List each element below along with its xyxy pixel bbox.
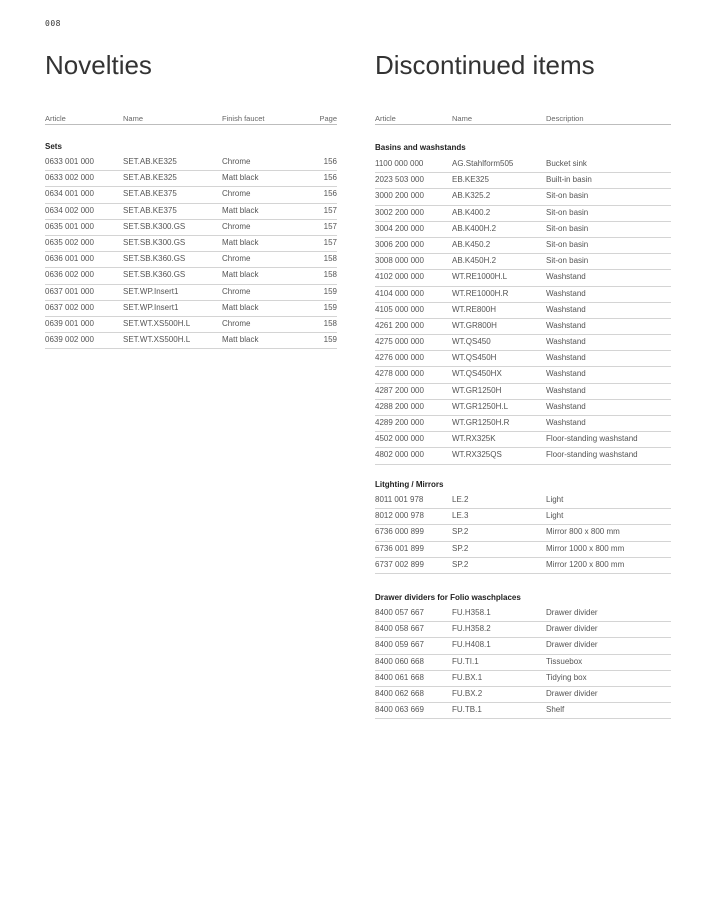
name-cell: AB.K450.2 xyxy=(452,239,491,249)
name-cell: SET.WP.Insert1 xyxy=(123,302,179,312)
article-cell: 4289 200 000 xyxy=(375,418,424,427)
finish-cell: Chrome xyxy=(222,221,251,231)
description-cell: Sit-on basin xyxy=(546,207,589,217)
article-cell: 4802 000 000 xyxy=(375,450,424,460)
table-row xyxy=(45,333,337,349)
name-cell: EB.KE325 xyxy=(452,175,489,185)
table-row xyxy=(375,351,671,367)
name-cell: AB.K400.2 xyxy=(452,207,491,217)
article-cell: 3000 200 000 xyxy=(375,191,424,201)
article-cell: 4261 200 000 xyxy=(375,320,424,330)
description-cell: Sit-on basin xyxy=(546,239,589,249)
table-row xyxy=(375,671,671,687)
name-cell: LE.2 xyxy=(452,495,469,504)
table-row xyxy=(375,606,671,622)
name-cell: FU.TI.1 xyxy=(452,656,479,666)
article-cell: 4104 000 000 xyxy=(375,288,424,298)
article-cell: 8400 058 667 xyxy=(375,624,424,634)
article-cell: 1100 000 000 xyxy=(375,159,424,168)
description-cell: Tissuebox xyxy=(546,656,583,666)
description-cell: Sit-on basin xyxy=(546,256,589,266)
description-cell: Washstand xyxy=(546,401,586,411)
description-cell: Floor-standing washstand xyxy=(546,450,638,460)
header-article: Article xyxy=(375,114,396,123)
table-row xyxy=(375,542,671,558)
description-cell: Light xyxy=(546,495,564,504)
discontinued-table-header xyxy=(375,114,671,125)
name-cell: FU.TB.1 xyxy=(452,705,482,715)
table-row xyxy=(375,432,671,448)
table-row xyxy=(375,622,671,638)
table-row xyxy=(45,220,337,236)
page-cell: 156 xyxy=(323,157,337,166)
table-row xyxy=(375,638,671,654)
page-cell: 159 xyxy=(323,335,337,345)
description-cell: Mirror 1000 x 800 mm xyxy=(546,543,625,553)
description-cell: Washstand xyxy=(546,337,586,347)
description-cell: Washstand xyxy=(546,288,586,298)
finish-cell: Matt black xyxy=(222,173,259,183)
article-cell: 4288 200 000 xyxy=(375,401,424,411)
article-cell: 4502 000 000 xyxy=(375,434,424,444)
name-cell: WT.RX325K xyxy=(452,434,496,444)
name-cell: FU.BX.2 xyxy=(452,688,483,698)
header-page: Page xyxy=(319,114,337,123)
article-cell: 8400 059 667 xyxy=(375,640,424,650)
section-title-basins: Basins and washstands xyxy=(375,143,466,152)
article-cell: 4278 000 000 xyxy=(375,369,424,379)
article-cell: 6737 002 899 xyxy=(375,559,424,569)
description-cell: Sit-on basin xyxy=(546,223,589,233)
name-cell: AG.Stahlform505 xyxy=(452,159,514,168)
article-cell: 8400 057 667 xyxy=(375,608,424,617)
article-cell: 8400 062 668 xyxy=(375,688,424,698)
name-cell: SET.AB.KE325 xyxy=(123,173,177,183)
header-description: Description xyxy=(546,114,584,123)
discontinued-title: Discontinued items xyxy=(375,50,595,80)
name-cell: WT.RE800H xyxy=(452,304,497,314)
article-cell: 0639 002 000 xyxy=(45,335,94,345)
drawer-divider-rows xyxy=(375,606,671,719)
table-row xyxy=(45,204,337,220)
finish-cell: Chrome xyxy=(222,286,251,296)
finish-cell: Matt black xyxy=(222,335,259,345)
article-cell: 0634 002 000 xyxy=(45,205,94,215)
name-cell: AB.K450H.2 xyxy=(452,256,497,266)
finish-cell: Matt black xyxy=(222,270,259,280)
description-cell: Drawer divider xyxy=(546,624,598,634)
name-cell: WT.RE1000H.R xyxy=(452,288,509,298)
article-cell: 8011 001 978 xyxy=(375,495,424,504)
table-row xyxy=(375,319,671,335)
name-cell: SP.2 xyxy=(452,559,469,569)
article-cell: 4275 000 000 xyxy=(375,337,424,347)
description-cell: Light xyxy=(546,511,564,521)
name-cell: WT.GR1250H.R xyxy=(452,418,510,427)
article-cell: 3008 000 000 xyxy=(375,256,424,266)
header-finish-faucet: Finish faucet xyxy=(222,114,265,123)
description-cell: Tidying box xyxy=(546,672,587,682)
description-cell: Washstand xyxy=(546,353,586,363)
table-row xyxy=(375,287,671,303)
table-row xyxy=(45,301,337,317)
table-row xyxy=(375,189,671,205)
lighting-rows xyxy=(375,493,671,574)
article-cell: 0639 001 000 xyxy=(45,318,94,328)
table-row xyxy=(375,448,671,464)
name-cell: FU.H408.1 xyxy=(452,640,491,650)
description-cell: Mirror 1200 x 800 mm xyxy=(546,559,625,569)
finish-cell: Chrome xyxy=(222,254,251,264)
description-cell: Bucket sink xyxy=(546,159,587,168)
header-article: Article xyxy=(45,114,66,123)
name-cell: AB.K325.2 xyxy=(452,191,491,201)
name-cell: WT.GR1250H xyxy=(452,385,502,395)
description-cell: Drawer divider xyxy=(546,608,598,617)
name-cell: SET.SB.K360.GS xyxy=(123,270,186,280)
page-cell: 159 xyxy=(323,286,337,296)
table-row xyxy=(375,509,671,525)
article-cell: 3004 200 000 xyxy=(375,223,424,233)
name-cell: SET.AB.KE375 xyxy=(123,189,177,199)
page-cell: 156 xyxy=(323,189,337,199)
name-cell: FU.H358.1 xyxy=(452,608,491,617)
name-cell: WT.QS450HX xyxy=(452,369,502,379)
description-cell: Washstand xyxy=(546,304,586,314)
table-row xyxy=(375,254,671,270)
article-cell: 8400 061 668 xyxy=(375,672,424,682)
name-cell: SET.WT.XS500H.L xyxy=(123,318,191,328)
article-cell: 8400 063 669 xyxy=(375,705,424,715)
table-row xyxy=(45,171,337,187)
name-cell: FU.H358.2 xyxy=(452,624,491,634)
article-cell: 6736 001 899 xyxy=(375,543,424,553)
table-row xyxy=(375,303,671,319)
name-cell: SP.2 xyxy=(452,527,469,537)
table-row xyxy=(375,687,671,703)
name-cell: WT.RE1000H.L xyxy=(452,272,508,282)
name-cell: SET.WT.XS500H.L xyxy=(123,335,191,345)
table-row xyxy=(375,270,671,286)
finish-cell: Chrome xyxy=(222,157,251,166)
table-row xyxy=(375,703,671,719)
description-cell: Floor-standing washstand xyxy=(546,434,638,444)
article-cell: 0634 001 000 xyxy=(45,189,94,199)
article-cell: 8400 060 668 xyxy=(375,656,424,666)
description-cell: Shelf xyxy=(546,705,565,715)
table-row xyxy=(45,252,337,268)
name-cell: WT.RX325QS xyxy=(452,450,502,460)
article-cell: 0636 001 000 xyxy=(45,254,94,264)
description-cell: Washstand xyxy=(546,369,586,379)
table-row xyxy=(375,525,671,541)
name-cell: SET.WP.Insert1 xyxy=(123,286,179,296)
name-cell: SET.AB.KE375 xyxy=(123,205,177,215)
name-cell: FU.BX.1 xyxy=(452,672,483,682)
article-cell: 6736 000 899 xyxy=(375,527,424,537)
article-cell: 4276 000 000 xyxy=(375,353,424,363)
page-number: 008 xyxy=(45,19,61,28)
article-cell: 8012 000 978 xyxy=(375,511,424,521)
article-cell: 0633 002 000 xyxy=(45,173,94,183)
description-cell: Washstand xyxy=(546,272,586,282)
section-title-lighting: Litghting / Mirrors xyxy=(375,480,444,489)
description-cell: Drawer divider xyxy=(546,688,598,698)
table-row xyxy=(375,222,671,238)
table-row xyxy=(375,238,671,254)
table-row xyxy=(375,335,671,351)
table-row xyxy=(375,400,671,416)
name-cell: SET.AB.KE325 xyxy=(123,157,177,166)
header-name: Name xyxy=(452,114,473,123)
description-cell: Mirror 800 x 800 mm xyxy=(546,527,620,537)
article-cell: 0635 001 000 xyxy=(45,221,94,231)
article-cell: 2023 503 000 xyxy=(375,175,424,185)
article-cell: 0633 001 000 xyxy=(45,157,94,166)
name-cell: AB.K400H.2 xyxy=(452,223,497,233)
name-cell: SET.SB.K300.GS xyxy=(123,221,186,231)
table-row xyxy=(45,187,337,203)
table-row xyxy=(45,285,337,301)
table-row xyxy=(375,367,671,383)
page-cell: 158 xyxy=(323,254,337,264)
article-cell: 0637 001 000 xyxy=(45,286,94,296)
table-row xyxy=(375,558,671,574)
name-cell: WT.QS450H xyxy=(452,353,497,363)
page-cell: 158 xyxy=(323,270,337,280)
description-cell: Washstand xyxy=(546,385,586,395)
name-cell: WT.GR800H xyxy=(452,320,497,330)
description-cell: Washstand xyxy=(546,418,586,427)
description-cell: Washstand xyxy=(546,320,586,330)
finish-cell: Matt black xyxy=(222,302,259,312)
article-cell: 4287 200 000 xyxy=(375,385,424,395)
finish-cell: Chrome xyxy=(222,189,251,199)
table-row xyxy=(45,236,337,252)
article-cell: 3002 200 000 xyxy=(375,207,424,217)
table-row xyxy=(375,157,671,173)
table-row xyxy=(375,493,671,509)
header-name: Name xyxy=(123,114,144,123)
page-cell: 156 xyxy=(323,173,337,183)
table-row xyxy=(375,173,671,189)
novelties-title: Novelties xyxy=(45,50,152,80)
description-cell: Sit-on basin xyxy=(546,191,589,201)
page-cell: 157 xyxy=(323,205,337,215)
table-row xyxy=(45,317,337,333)
finish-cell: Matt black xyxy=(222,237,259,247)
article-cell: 4102 000 000 xyxy=(375,272,424,282)
name-cell: SP.2 xyxy=(452,543,469,553)
article-cell: 0636 002 000 xyxy=(45,270,94,280)
table-row xyxy=(375,655,671,671)
name-cell: SET.SB.K300.GS xyxy=(123,237,186,247)
article-cell: 3006 200 000 xyxy=(375,239,424,249)
table-row xyxy=(375,416,671,432)
finish-cell: Matt black xyxy=(222,205,259,215)
table-row xyxy=(45,155,337,171)
table-row xyxy=(375,206,671,222)
name-cell: WT.QS450 xyxy=(452,337,491,347)
finish-cell: Chrome xyxy=(222,318,251,328)
article-cell: 0637 002 000 xyxy=(45,302,94,312)
name-cell: WT.GR1250H.L xyxy=(452,401,509,411)
description-cell: Built-in basin xyxy=(546,175,592,185)
page-cell: 159 xyxy=(323,302,337,312)
page-cell: 157 xyxy=(323,221,337,231)
novelties-table-header xyxy=(45,114,337,125)
name-cell: LE.3 xyxy=(452,511,469,521)
page-cell: 158 xyxy=(323,318,337,328)
article-cell: 0635 002 000 xyxy=(45,237,94,247)
table-row xyxy=(375,384,671,400)
page-cell: 157 xyxy=(323,237,337,247)
section-title-sets: Sets xyxy=(45,142,62,151)
article-cell: 4105 000 000 xyxy=(375,304,424,314)
section-title-drawer-dividers: Drawer dividers for Folio waschplaces xyxy=(375,593,521,602)
name-cell: SET.SB.K360.GS xyxy=(123,254,186,264)
basins-rows xyxy=(375,157,671,465)
novelties-rows xyxy=(45,155,337,349)
description-cell: Drawer divider xyxy=(546,640,598,650)
table-row xyxy=(45,268,337,284)
